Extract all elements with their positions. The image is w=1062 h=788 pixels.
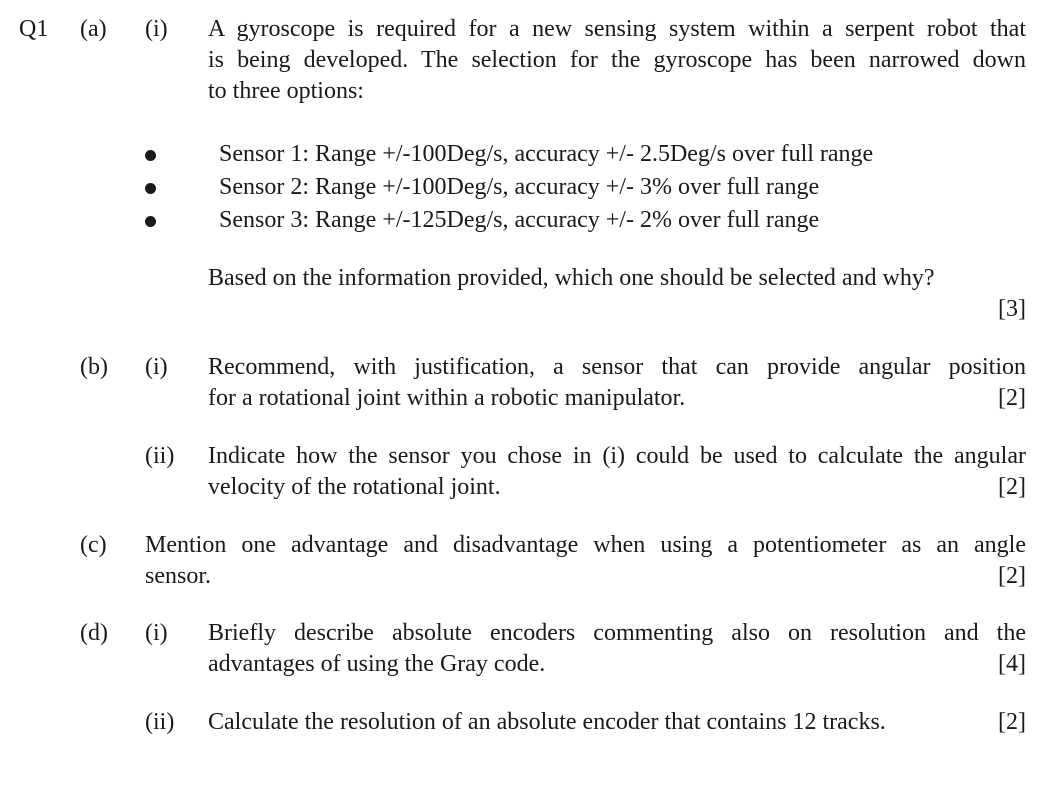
part-b-i-marks: [2] [998,385,1026,411]
text-line: Indicate how the sensor you chose in (i) could be used to calculate the angular [208,443,1026,469]
part-d-i-label: (i) [145,620,168,646]
part-b-ii-marks: [2] [998,474,1026,500]
intro-line: A gyroscope is required for a new sensing system within a serpent robot that [208,16,1026,42]
text-line: advantages of using the Gray code. [208,651,546,677]
text-line: Calculate the resolution of an absolute encoder that contains 12 tracks. [208,709,886,735]
part-c-label: (c) [80,532,107,558]
text-line: Recommend, with justification, a sensor that can provide angular position [208,354,1026,380]
sensor-option-1: Sensor 1: Range +/-100Deg/s, accuracy +/- 2.5Deg/s over full range [219,141,874,167]
part-a-i-prompt: Based on the information provided, which one should be selected and why? [208,265,935,291]
part-d-ii-label: (ii) [145,709,175,735]
part-a-i-intro [208,14,1026,107]
part-b-ii-text [208,441,1026,503]
question-number: Q1 [19,16,49,42]
text-line-with-marks [208,707,1026,738]
part-b-ii-label: (ii) [145,443,175,469]
part-b-i-label: (i) [145,354,168,380]
part-d-ii-text [208,707,1026,738]
sensor-option-2: Sensor 2: Range +/-100Deg/s, accuracy +/- 3% over full range [219,174,820,200]
text-line: Briefly describe absolute encoders commenting also on resolution and the [208,620,1026,646]
text-line: Mention one advantage and disadvantage when using a potentiometer as an angle [145,532,1026,558]
bullet-icon [145,216,156,227]
text-line: velocity of the rotational joint. [208,474,501,500]
part-a-label: (a) [80,16,107,42]
text-line-with-marks [208,383,1026,414]
part-d-label: (d) [80,620,108,646]
part-b-label: (b) [80,354,108,380]
part-b-i-text [208,352,1026,414]
part-c-marks: [2] [998,563,1026,589]
bullet-icon [145,150,156,161]
text-line-with-marks [208,649,1026,680]
sensor-option-3: Sensor 3: Range +/-125Deg/s, accuracy +/- 2% over full range [219,207,820,233]
text-line-with-marks [208,472,1026,503]
text-line: sensor. [145,563,211,589]
part-d-ii-marks: [2] [998,709,1026,735]
bullet-icon [145,183,156,194]
intro-line: to three options: [208,78,364,104]
intro-line: is being developed. The selection for the gyroscope has been narrowed down [208,47,1026,73]
part-a-i-marks: [3] [998,296,1026,322]
text-line-with-marks [145,561,1026,592]
part-d-i-text [208,618,1026,680]
text-line: for a rotational joint within a robotic manipulator. [208,385,686,411]
part-a-i-label: (i) [145,16,168,42]
part-c-text [145,530,1026,592]
part-d-i-marks: [4] [998,651,1026,677]
